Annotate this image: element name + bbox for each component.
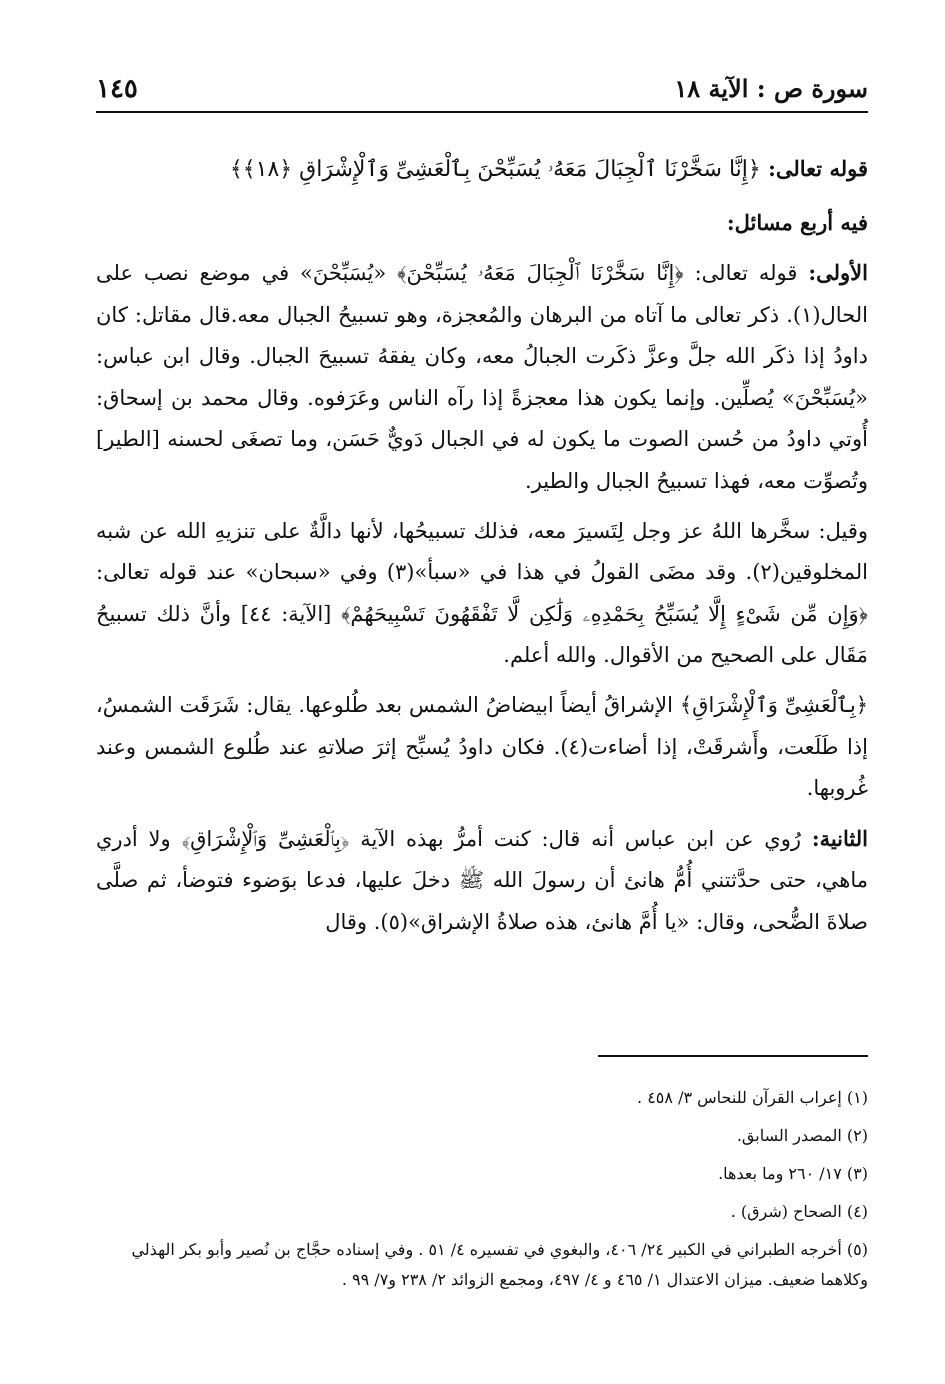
paragraph-second-issue <box>96 818 868 944</box>
header-divider <box>96 111 868 113</box>
footnote-divider <box>598 1055 868 1057</box>
paragraph-text: رُوي عن ابن عباس أنه قال: كنت أمرُّ بهذه الآية ﴿بِٱلْعَشِىِّ وَٱلْإِشْرَاقِ﴾ ولا أدري ماهي، حتى حدَّثتني أُمُّ هانئ أن رسولَ الله ﷺ دخلَ عليها، فدعا بوَضوء فتوضأ، ثم صلَّى صلاةَ الضُّحى، وقال: «يا أُمَّ هانئ، هذه صلاةُ الإشراق»(٥). وقال <box>96 826 868 934</box>
footnote-2: (٢) المصدر السابق. <box>736 1126 868 1145</box>
paragraph-second: وقيل: سخَّرها اللهُ عز وجل لِتَسيرَ معه، فذلك تسبيحُها، لأنها دالَّةٌ على تنزيهِ الله عن شبه المخلوقين(٢). وقد مضَى القولُ في هذا في «سبأ»(٣) وفي «سبحان» عند قوله تعالى: ﴿وَإِن مِّن شَىْءٍ إِلَّا يُسَبِّحُ بِحَمْدِهِۦ وَلَٰكِن لَّا تَفْقَهُونَ تَسْبِيحَهُمْ﴾ [الآية: ٤٤] وأنَّ ذلك تسبيحُ مَقَال على الصحيح من الأقوال. والله أعلم. <box>96 518 868 668</box>
paragraph-first-issue <box>96 252 868 503</box>
section-heading: فيه أربع مسائل: <box>726 210 868 235</box>
paragraph-text: قوله تعالى: ﴿إِنَّا سَخَّرْنَا ٱلْجِبَالَ مَعَهُۥ يُسَبِّحْنَ﴾ «يُسَبِّحْنَ» في موضع نصب على الحال(١). ذكر تعالى ما آتاه من البرهان والمُعجزة، وهو تسبيحُ الجبال معه.قال مقاتل: كان داودُ إذا ذكَر الله جلَّ وعزَّ ذكَرت الجبالُ معه، وكان يفقهُ تسبيحَ الجبال. وقال ابن عباس: «يُسَبِّحْنَ» يُصلِّين. وإنما يكون هذا معجزةً إذا رآه الناس وعَرَفوه. وقال محمد بن إسحاق: أُوتي داودُ من حُسن الصوت ما يكون له في الجبال دَويٌّ حَسَن، وما تصغَى لحسنه [الطير] وتُصوِّت معه، فهذا تسبيحُ الجبال والطير. <box>96 261 868 493</box>
issue-label-second: الثانية: <box>811 825 868 851</box>
running-title: سورة ص : الآية ١٨ <box>674 74 868 103</box>
verse-label: قوله تعالى: <box>768 156 868 181</box>
verse-heading <box>96 148 868 202</box>
footnote-4: (٤) الصحاح (شرق) . <box>730 1202 868 1221</box>
footnote-1: (١) إعراب القرآن للنحاس ٣/ ٤٥٨ . <box>637 1088 868 1107</box>
page-header <box>96 72 868 112</box>
footnote-5: (٥) أخرجه الطبراني في الكبير ٢٤/ ٤٠٦، والبغوي في تفسيره ٤/ ٥١ . وفي إسناده حجَّاج بن نُصير وأبو بكر الهذلي وكلاهما ضعيف. ميزان الاعتدال ١/ ٤٦٥ و ٤/ ٤٩٧، ومجمع الزوائد ٢/ ٢٣٨ و٧/ ٩٩ . <box>131 1240 868 1289</box>
footnote-3: (٣) ١٧/ ٢٦٠ وما بعدها. <box>718 1164 868 1183</box>
issue-label-first: الأولى: <box>808 260 868 285</box>
paragraph-third: ﴿بِٱلْعَشِىِّ وَٱلْإِشْرَاقِ﴾ الإشراقُ أيضاً ابيضاضُ الشمس بعد طُلوعها. يقال: شَرَقَت الشمسُ، إذا طَلَعت، وأَشرقَتْ، إذا أضاءت(٤). فكان داودُ يُسبِّح إثرَ صلاتهِ عند طُلوع الشمس وعند غُروبها. <box>96 692 868 801</box>
verse-text: ﴿إِنَّا سَخَّرْنَا ٱلْجِبَالَ مَعَهُۥ يُسَبِّحْنَ بِٱلْعَشِىِّ وَٱلْإِشْرَاقِ ﴿١٨﴾﴾ <box>229 157 761 182</box>
main-text <box>96 148 868 952</box>
page-number: ١٤٥ <box>96 74 138 104</box>
footnotes <box>96 1083 868 1303</box>
